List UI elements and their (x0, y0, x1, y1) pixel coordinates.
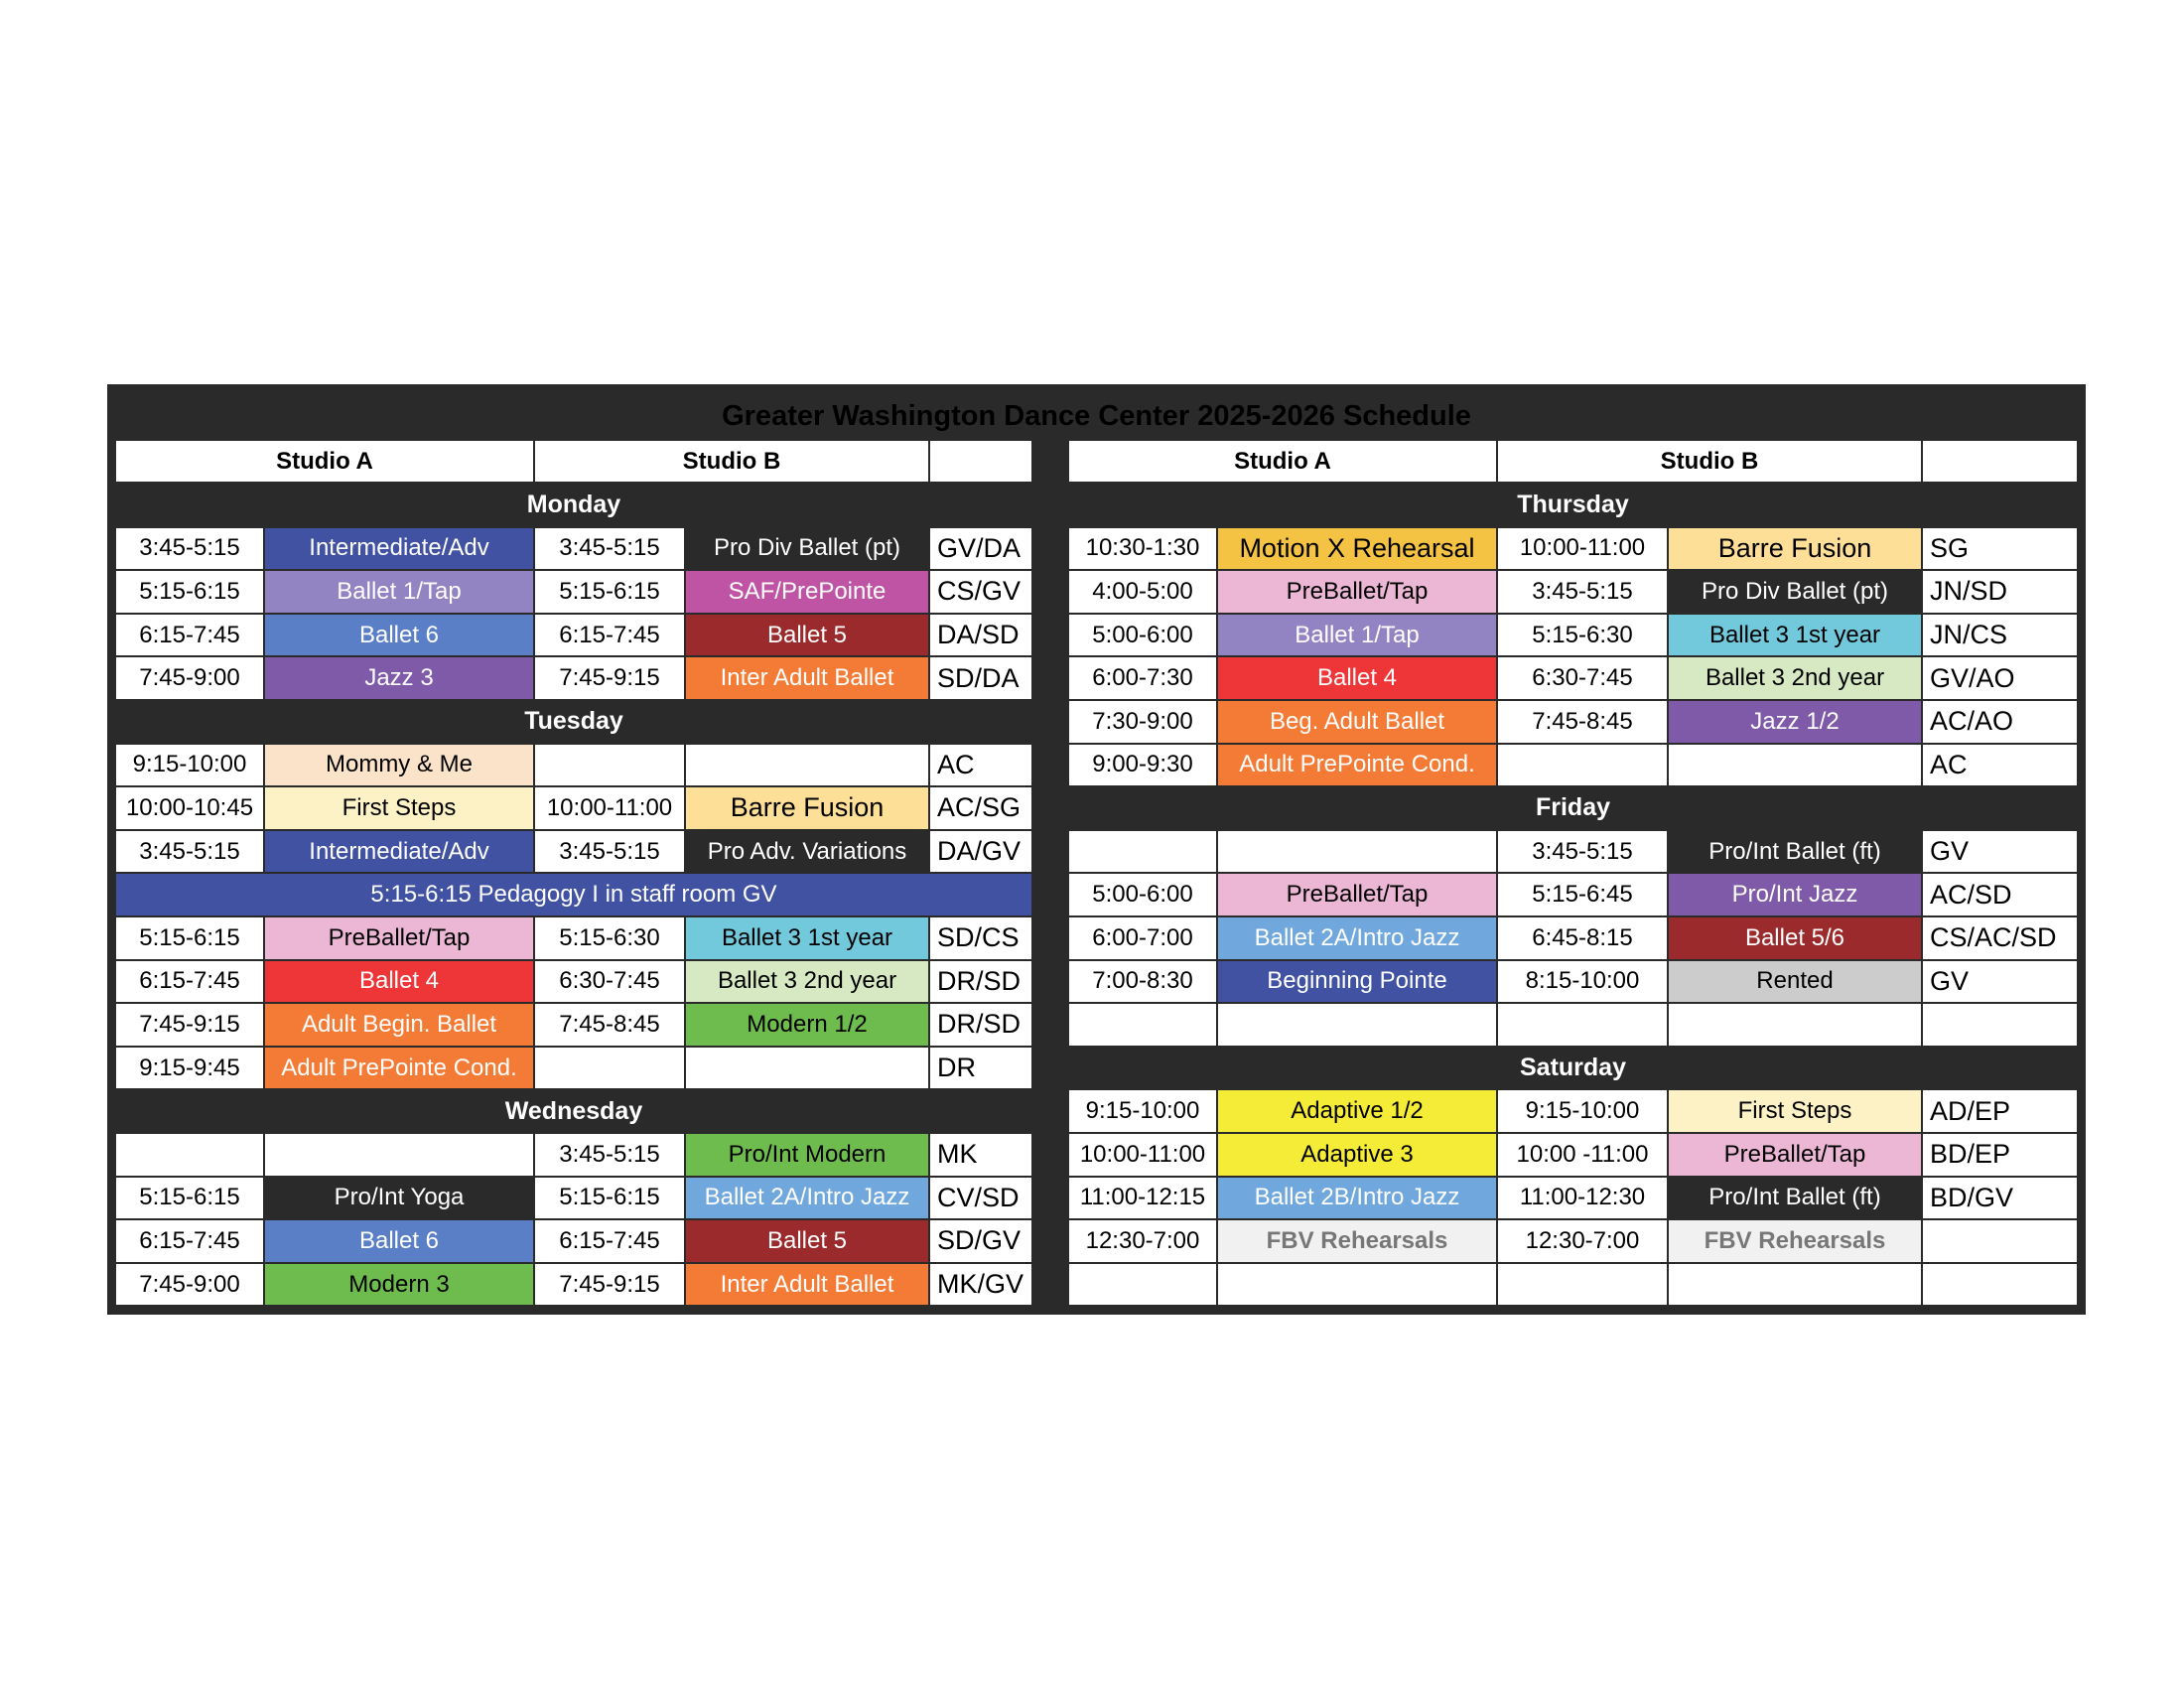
tuesday-span-notice: 5:15-6:15 Pedagogy I in staff room GV (116, 874, 1031, 915)
thursday-studio-a-time: 7:30-9:00 (1069, 701, 1216, 743)
right-day-saturday: Saturday (1520, 1054, 1626, 1082)
monday-studio-b-class: SAF/PrePointe (686, 571, 928, 613)
thursday-studio-b-class: Ballet 3 1st year (1669, 615, 1921, 656)
monday-instructors: GV/DA (930, 528, 1031, 570)
saturday-studio-a-time: 10:00-11:00 (1069, 1134, 1216, 1176)
friday-studio-b-class: Ballet 5/6 (1669, 917, 1921, 959)
thursday-studio-a-time: 5:00-6:00 (1069, 615, 1216, 656)
wednesday-studio-a-time: 5:15-6:15 (116, 1178, 263, 1219)
tuesday-studio-a-class: Intermediate/Adv (265, 831, 533, 873)
saturday-studio-a-class: FBV Rehearsals (1218, 1220, 1496, 1262)
friday-studio-a-time: 5:00-6:00 (1069, 874, 1216, 915)
wednesday-studio-a-time: 6:15-7:45 (116, 1220, 263, 1262)
wednesday-instructors: SD/GV (930, 1220, 1031, 1262)
saturday-studio-b-class: FBV Rehearsals (1669, 1220, 1921, 1262)
wednesday-studio-b-time: 6:15-7:45 (535, 1220, 684, 1262)
thursday-studio-a-time: 9:00-9:30 (1069, 745, 1216, 786)
monday-studio-b-class: Pro Div Ballet (pt) (686, 528, 928, 570)
left-header-instructor (930, 441, 1031, 482)
monday-studio-a-class: Ballet 6 (265, 615, 533, 656)
friday-studio-a-class: PreBallet/Tap (1218, 874, 1496, 915)
monday-instructors: SD/DA (930, 657, 1031, 699)
tuesday-studio-a-time: 9:15-10:00 (116, 745, 263, 786)
thursday-studio-b-time: 6:30-7:45 (1498, 657, 1667, 699)
wednesday-studio-a-class: Ballet 6 (265, 1220, 533, 1262)
tuesday-studio-a-class: First Steps (265, 787, 533, 829)
saturday-studio-b-class (1669, 1264, 1921, 1306)
monday-studio-b-time: 5:15-6:15 (535, 571, 684, 613)
tuesday-studio-a-class: Mommy & Me (265, 745, 533, 786)
thursday-studio-a-time: 10:30-1:30 (1069, 528, 1216, 570)
schedule-title: Greater Washington Dance Center 2025-2026 Schedule (722, 399, 1471, 432)
right-header-studio-a: Studio A (1069, 441, 1496, 482)
monday-studio-b-time: 6:15-7:45 (535, 615, 684, 656)
friday-studio-b-class (1669, 1004, 1921, 1046)
friday-studio-b-time (1498, 1004, 1667, 1046)
friday-studio-a-time: 7:00-8:30 (1069, 961, 1216, 1003)
tuesday-studio-b-time: 5:15-6:30 (535, 917, 684, 959)
friday-studio-a-class (1218, 1004, 1496, 1046)
right-day-friday: Friday (1535, 793, 1611, 822)
right-header-instructor (1923, 441, 2077, 482)
monday-studio-a-time: 7:45-9:00 (116, 657, 263, 699)
saturday-instructors: BD/GV (1923, 1178, 2077, 1219)
saturday-studio-b-time: 12:30-7:00 (1498, 1220, 1667, 1262)
thursday-studio-b-time: 3:45-5:15 (1498, 571, 1667, 613)
tuesday-studio-a-class: Ballet 4 (265, 961, 533, 1003)
wednesday-studio-a-time: 7:45-9:00 (116, 1264, 263, 1306)
saturday-studio-a-time: 12:30-7:00 (1069, 1220, 1216, 1262)
thursday-studio-a-class: Motion X Rehearsal (1218, 528, 1496, 570)
wednesday-instructors: MK (930, 1134, 1031, 1176)
thursday-studio-b-class (1669, 745, 1921, 786)
tuesday-studio-b-class: Ballet 3 2nd year (686, 961, 928, 1003)
wednesday-instructors: CV/SD (930, 1178, 1031, 1219)
wednesday-instructors: MK/GV (930, 1264, 1031, 1306)
thursday-studio-b-time (1498, 745, 1667, 786)
monday-studio-b-time: 7:45-9:15 (535, 657, 684, 699)
tuesday-studio-b-class: Modern 1/2 (686, 1004, 928, 1046)
saturday-instructors (1923, 1264, 2077, 1306)
thursday-studio-b-class: Jazz 1/2 (1669, 701, 1921, 743)
right-day-thursday: Thursday (1517, 491, 1629, 519)
friday-instructors (1923, 1004, 2077, 1046)
friday-studio-b-time: 6:45-8:15 (1498, 917, 1667, 959)
saturday-studio-a-class: Adaptive 1/2 (1218, 1090, 1496, 1132)
monday-studio-a-class: Ballet 1/Tap (265, 571, 533, 613)
thursday-instructors: AC (1923, 745, 2077, 786)
friday-studio-b-time: 3:45-5:15 (1498, 831, 1667, 873)
tuesday-instructors: DR (930, 1048, 1031, 1089)
thursday-studio-a-class: Ballet 4 (1218, 657, 1496, 699)
saturday-studio-b-class: Pro/Int Ballet (ft) (1669, 1178, 1921, 1219)
tuesday-studio-a-time: 3:45-5:15 (116, 831, 263, 873)
tuesday-studio-b-class: Barre Fusion (686, 787, 928, 829)
wednesday-studio-a-class: Pro/Int Yoga (265, 1178, 533, 1219)
saturday-studio-b-class: PreBallet/Tap (1669, 1134, 1921, 1176)
friday-studio-b-class: Rented (1669, 961, 1921, 1003)
thursday-instructors: SG (1923, 528, 2077, 570)
monday-studio-b-time: 3:45-5:15 (535, 528, 684, 570)
tuesday-studio-b-time (535, 1048, 684, 1089)
schedule-sheet (107, 384, 2086, 1315)
wednesday-studio-b-time: 5:15-6:15 (535, 1178, 684, 1219)
tuesday-studio-a-time: 10:00-10:45 (116, 787, 263, 829)
left-header-studio-a: Studio A (116, 441, 533, 482)
thursday-instructors: GV/AO (1923, 657, 2077, 699)
tuesday-studio-a-time: 5:15-6:15 (116, 917, 263, 959)
monday-studio-b-class: Ballet 5 (686, 615, 928, 656)
wednesday-studio-b-time: 7:45-9:15 (535, 1264, 684, 1306)
friday-instructors: AC/SD (1923, 874, 2077, 915)
tuesday-studio-a-class: Adult PrePointe Cond. (265, 1048, 533, 1089)
thursday-instructors: JN/SD (1923, 571, 2077, 613)
wednesday-studio-b-time: 3:45-5:15 (535, 1134, 684, 1176)
wednesday-studio-a-class: Modern 3 (265, 1264, 533, 1306)
left-day-monday: Monday (526, 491, 621, 519)
friday-instructors: CS/AC/SD (1923, 917, 2077, 959)
thursday-instructors: AC/AO (1923, 701, 2077, 743)
tuesday-studio-b-time: 7:45-8:45 (535, 1004, 684, 1046)
thursday-studio-a-class: Adult PrePointe Cond. (1218, 745, 1496, 786)
friday-studio-a-time: 6:00-7:00 (1069, 917, 1216, 959)
wednesday-studio-b-class: Ballet 5 (686, 1220, 928, 1262)
saturday-studio-a-class: Ballet 2B/Intro Jazz (1218, 1178, 1496, 1219)
saturday-studio-a-time: 9:15-10:00 (1069, 1090, 1216, 1132)
tuesday-instructors: SD/CS (930, 917, 1031, 959)
left-day-wednesday: Wednesday (504, 1096, 643, 1125)
saturday-studio-b-time: 9:15-10:00 (1498, 1090, 1667, 1132)
thursday-studio-b-class: Ballet 3 2nd year (1669, 657, 1921, 699)
tuesday-instructors: DR/SD (930, 961, 1031, 1003)
thursday-studio-a-class: PreBallet/Tap (1218, 571, 1496, 613)
tuesday-instructors: AC/SG (930, 787, 1031, 829)
thursday-studio-a-time: 6:00-7:30 (1069, 657, 1216, 699)
saturday-studio-a-time: 11:00-12:15 (1069, 1178, 1216, 1219)
thursday-studio-a-class: Ballet 1/Tap (1218, 615, 1496, 656)
wednesday-studio-b-class: Pro/Int Modern (686, 1134, 928, 1176)
friday-studio-a-class (1218, 831, 1496, 873)
tuesday-studio-b-time: 6:30-7:45 (535, 961, 684, 1003)
wednesday-studio-b-class: Inter Adult Ballet (686, 1264, 928, 1306)
tuesday-studio-b-time (535, 745, 684, 786)
tuesday-studio-a-time: 6:15-7:45 (116, 961, 263, 1003)
thursday-studio-b-time: 5:15-6:30 (1498, 615, 1667, 656)
tuesday-studio-a-class: PreBallet/Tap (265, 917, 533, 959)
monday-studio-a-time: 3:45-5:15 (116, 528, 263, 570)
left-day-tuesday: Tuesday (524, 707, 623, 736)
saturday-studio-b-class: First Steps (1669, 1090, 1921, 1132)
saturday-studio-a-class (1218, 1264, 1496, 1306)
friday-instructors: GV (1923, 961, 2077, 1003)
saturday-studio-a-time (1069, 1264, 1216, 1306)
monday-studio-a-class: Intermediate/Adv (265, 528, 533, 570)
thursday-studio-b-time: 10:00-11:00 (1498, 528, 1667, 570)
monday-studio-b-class: Inter Adult Ballet (686, 657, 928, 699)
monday-instructors: CS/GV (930, 571, 1031, 613)
tuesday-studio-b-time: 10:00-11:00 (535, 787, 684, 829)
right-header-studio-b: Studio B (1498, 441, 1921, 482)
saturday-studio-b-time: 10:00 -11:00 (1498, 1134, 1667, 1176)
tuesday-studio-b-class: Pro Adv. Variations (686, 831, 928, 873)
saturday-instructors: BD/EP (1923, 1134, 2077, 1176)
friday-instructors: GV (1923, 831, 2077, 873)
wednesday-studio-b-class: Ballet 2A/Intro Jazz (686, 1178, 928, 1219)
tuesday-studio-a-time: 7:45-9:15 (116, 1004, 263, 1046)
thursday-studio-b-class: Barre Fusion (1669, 528, 1921, 570)
saturday-studio-a-class: Adaptive 3 (1218, 1134, 1496, 1176)
tuesday-instructors: DA/GV (930, 831, 1031, 873)
wednesday-studio-a-time (116, 1134, 263, 1176)
monday-studio-a-time: 5:15-6:15 (116, 571, 263, 613)
friday-studio-b-class: Pro/Int Ballet (ft) (1669, 831, 1921, 873)
saturday-studio-b-time (1498, 1264, 1667, 1306)
thursday-studio-b-class: Pro Div Ballet (pt) (1669, 571, 1921, 613)
tuesday-studio-b-class (686, 1048, 928, 1089)
tuesday-studio-a-time: 9:15-9:45 (116, 1048, 263, 1089)
tuesday-studio-b-time: 3:45-5:15 (535, 831, 684, 873)
saturday-studio-b-time: 11:00-12:30 (1498, 1178, 1667, 1219)
wednesday-studio-a-class (265, 1134, 533, 1176)
friday-studio-a-time (1069, 831, 1216, 873)
friday-studio-a-time (1069, 1004, 1216, 1046)
thursday-studio-a-class: Beg. Adult Ballet (1218, 701, 1496, 743)
thursday-instructors: JN/CS (1923, 615, 2077, 656)
tuesday-studio-b-class: Ballet 3 1st year (686, 917, 928, 959)
friday-studio-a-class: Ballet 2A/Intro Jazz (1218, 917, 1496, 959)
tuesday-studio-b-class (686, 745, 928, 786)
friday-studio-a-class: Beginning Pointe (1218, 961, 1496, 1003)
tuesday-instructors: AC (930, 745, 1031, 786)
saturday-instructors (1923, 1220, 2077, 1262)
thursday-studio-a-time: 4:00-5:00 (1069, 571, 1216, 613)
tuesday-instructors: DR/SD (930, 1004, 1031, 1046)
monday-studio-a-class: Jazz 3 (265, 657, 533, 699)
tuesday-studio-a-class: Adult Begin. Ballet (265, 1004, 533, 1046)
thursday-studio-b-time: 7:45-8:45 (1498, 701, 1667, 743)
monday-instructors: DA/SD (930, 615, 1031, 656)
monday-studio-a-time: 6:15-7:45 (116, 615, 263, 656)
left-header-studio-b: Studio B (535, 441, 928, 482)
friday-studio-b-time: 5:15-6:45 (1498, 874, 1667, 915)
saturday-instructors: AD/EP (1923, 1090, 2077, 1132)
friday-studio-b-class: Pro/Int Jazz (1669, 874, 1921, 915)
friday-studio-b-time: 8:15-10:00 (1498, 961, 1667, 1003)
